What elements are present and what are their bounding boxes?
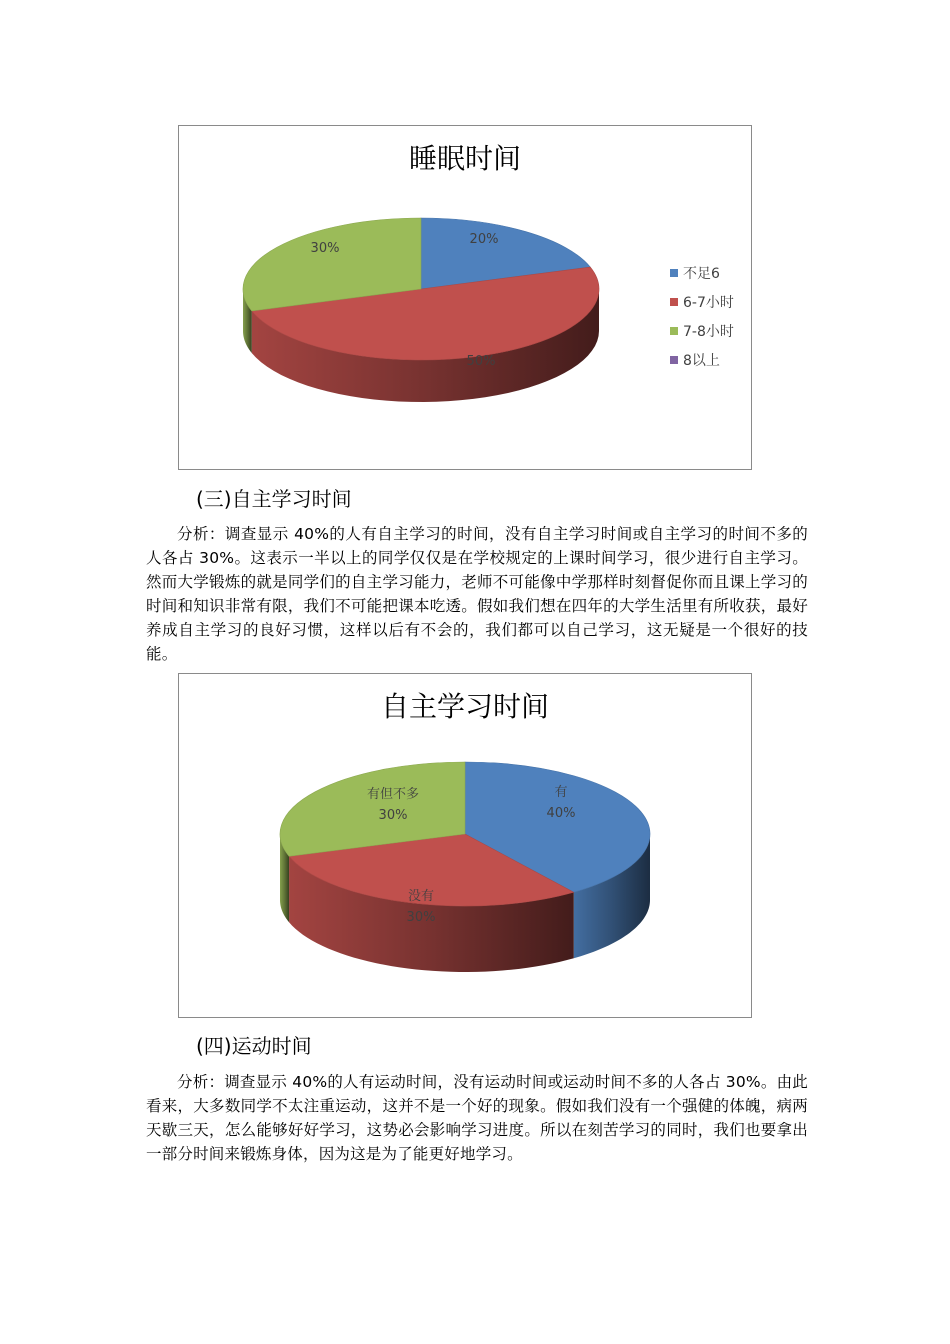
pie-group [280,762,650,972]
data-label: 30% [310,241,340,256]
legend-swatch [670,327,678,335]
data-label: 没有 30% [406,889,436,925]
data-label: 有 40% [546,785,576,821]
legend-swatch [670,298,678,306]
legend-swatch [670,269,678,277]
self-study-time-pie [179,674,751,1017]
chart-title: 自主学习时间 [380,690,550,723]
legend-swatch [670,356,678,364]
analysis-paragraph-exercise: 分析：调查显示 40%的人有运动时间，没有运动时间或运动时间不多的人各占 30%。由此看来，大多数同学不太注重运动，这并不是一个好的现象。假如我们没有一个强健的体魄，病两天歇三天，怎么能够好好学习，这势必会影响学习进度。所以在刻苦学习的同时，我们也要拿出一部分时间来锻炼身体，因为这是为了能更好地学习。 [146,1073,808,1163]
self-study-time-chart [178,673,752,1018]
data-label: 20% [469,232,499,247]
data-label: 有但不多 30% [366,787,420,823]
section-heading-self-study: (三)自主学习时间 [196,487,352,511]
data-label: 50% [466,354,496,369]
legend-label: 不足6 [683,266,720,282]
sleep-time-chart [178,125,752,470]
analysis-paragraph-self-study: 分析：调查显示 40%的人有自主学习的时间，没有自主学习时间或自主学习的时间不多的人各占 30%。这表示一半以上的同学仅仅是在学校规定的上课时间学习，很少进行自主学习。然而大学锻炼的就是同学们的自主学习能力，老师不可能像中学那样时刻督促你而且课上学习的时间和知识非常有限，我们不可能把课本吃透。假如我们想在四年的大学生活里有所收获，最好养成自主学习的良好习惯，这样以后有不会的，我们都可以自己学习，这无疑是一个很好的技能。 [146,525,808,663]
legend-label: 6-7小时 [683,295,734,311]
pie-group [243,218,599,402]
chart-title: 睡眠时间 [408,142,522,175]
legend-label: 7-8小时 [683,324,734,340]
section-heading-exercise: (四)运动时间 [196,1034,312,1058]
chart-legend [670,266,734,369]
legend-label: 8以上 [683,353,720,369]
sleep-time-pie [179,126,751,469]
